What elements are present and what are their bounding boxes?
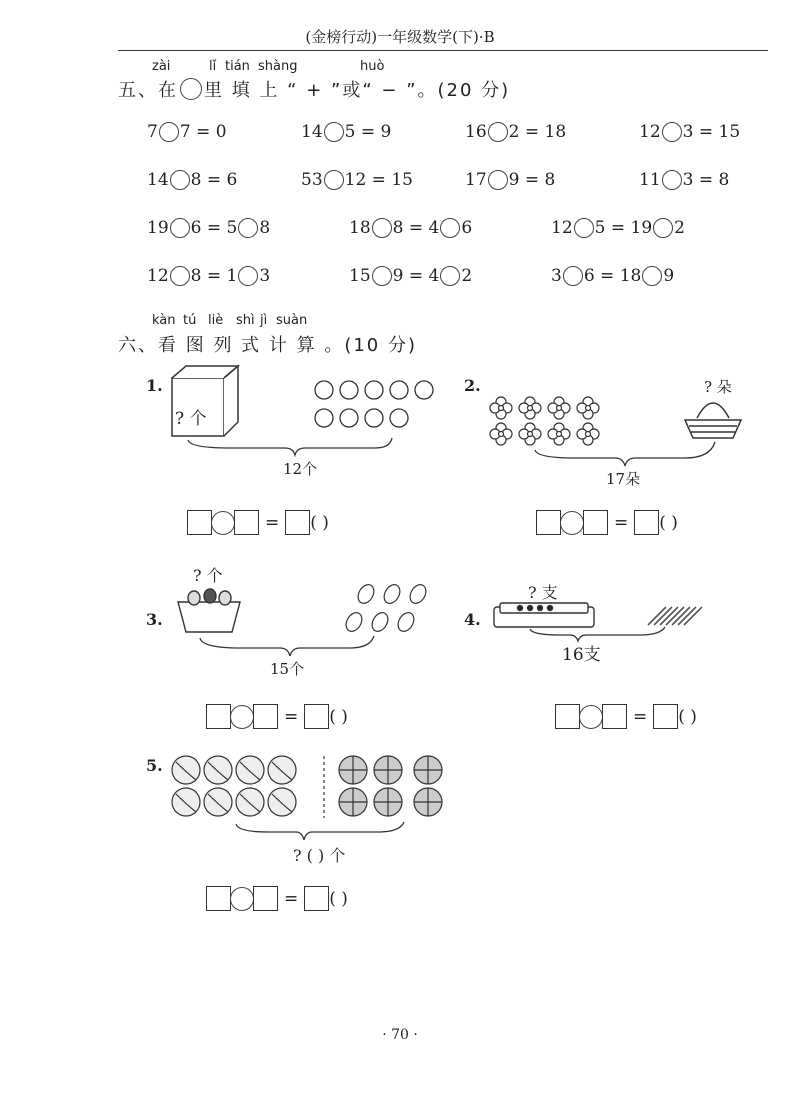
eq-mid: 8 = 4 xyxy=(392,218,440,238)
pinyin-ji: jì xyxy=(260,313,268,328)
equation xyxy=(348,218,473,238)
blank-circle[interactable] xyxy=(662,170,682,190)
blank-circle[interactable] xyxy=(653,218,673,238)
blank-circle[interactable] xyxy=(574,218,594,238)
blank-circle[interactable] xyxy=(440,266,460,286)
equals-sign: = xyxy=(284,888,299,909)
pinyin-lie: liè xyxy=(208,313,224,328)
unit-paren: ( ) xyxy=(329,888,348,909)
equation xyxy=(464,122,567,142)
unknown-label: ? 朵 xyxy=(704,378,732,396)
eq-right: 8 xyxy=(259,218,271,238)
answer-box[interactable] xyxy=(253,886,278,911)
blank-circle[interactable] xyxy=(372,266,392,286)
pinyin-li: lǐ xyxy=(209,59,217,74)
pinyin-zai: zài xyxy=(152,59,171,74)
equation xyxy=(550,218,686,238)
answer-box[interactable] xyxy=(253,704,278,729)
eq-left: 14 xyxy=(147,170,169,190)
blank-circle[interactable] xyxy=(642,266,662,286)
eq-right: 3 = 8 xyxy=(682,170,730,190)
basketballs-icon xyxy=(339,756,442,816)
eq-left: 16 xyxy=(465,122,487,142)
box-label: ? 个 xyxy=(175,409,207,429)
eq-left: 19 xyxy=(147,218,169,238)
answer-row xyxy=(206,886,348,911)
answer-box[interactable] xyxy=(285,510,310,535)
pencil-box-icon xyxy=(494,603,594,627)
blank-circle[interactable] xyxy=(324,122,344,142)
problem-number: 4. xyxy=(464,610,481,629)
eq-left: 53 xyxy=(301,170,323,190)
blank-circle[interactable] xyxy=(170,266,190,286)
blank-circle[interactable] xyxy=(238,218,258,238)
problem-number: 2. xyxy=(464,376,481,395)
total-label: 17朵 xyxy=(606,470,641,488)
equation xyxy=(348,266,473,286)
blank-circle[interactable] xyxy=(324,170,344,190)
pinyin-tu: tú xyxy=(183,313,197,328)
answer-box[interactable] xyxy=(304,886,329,911)
section5-title-pre: 五、在 xyxy=(118,80,178,101)
eq-mid: 8 = 1 xyxy=(190,266,238,286)
blank-circle[interactable] xyxy=(170,170,190,190)
operator-circle[interactable] xyxy=(230,887,254,911)
eq-right: 2 xyxy=(461,266,473,286)
eq-right: 5 = 9 xyxy=(344,122,392,142)
equals-sign: = xyxy=(633,706,648,727)
total-label: 15个 xyxy=(270,660,305,678)
eq-left: 12 xyxy=(551,218,573,238)
eq-mid: 6 = 5 xyxy=(190,218,238,238)
operator-circle[interactable] xyxy=(560,511,584,535)
unknown-label: ? 个 xyxy=(193,566,223,585)
blank-circle[interactable] xyxy=(488,170,508,190)
brace xyxy=(535,442,715,466)
eq-right: 9 xyxy=(663,266,675,286)
basket-icon xyxy=(685,403,741,438)
equation xyxy=(300,170,414,190)
eq-mid: 9 = 4 xyxy=(392,266,440,286)
equation xyxy=(146,266,271,286)
blank-circle[interactable] xyxy=(488,122,508,142)
radishes-icon xyxy=(343,582,429,634)
equals-sign: = xyxy=(265,512,280,533)
brace xyxy=(530,627,665,641)
blank-circle[interactable] xyxy=(238,266,258,286)
flowers-icon xyxy=(490,397,599,445)
equation xyxy=(300,122,392,142)
operator-circle[interactable] xyxy=(211,511,235,535)
answer-box[interactable] xyxy=(602,704,627,729)
answer-box[interactable] xyxy=(555,704,580,729)
blank-circle[interactable] xyxy=(440,218,460,238)
pinyin-shang: shàng xyxy=(258,59,298,74)
example-circle-icon xyxy=(180,78,202,100)
basket-of-radishes-icon xyxy=(178,589,240,632)
answer-box[interactable] xyxy=(206,704,231,729)
equation xyxy=(146,122,228,142)
answer-box[interactable] xyxy=(634,510,659,535)
problem-number: 3. xyxy=(146,610,163,629)
equation xyxy=(464,170,556,190)
unit-paren: ( ) xyxy=(659,512,678,533)
eq-right: 7 = 0 xyxy=(179,122,227,142)
pencils-icon xyxy=(648,607,702,625)
problem-number: 1. xyxy=(146,376,163,395)
eq-left: 17 xyxy=(465,170,487,190)
page-number: · 70 · xyxy=(382,1027,418,1043)
eq-right: 2 xyxy=(674,218,685,238)
brace xyxy=(236,822,404,840)
blank-circle[interactable] xyxy=(372,218,392,238)
total-label: 12个 xyxy=(283,460,318,478)
eq-left: 11 xyxy=(639,170,661,190)
eq-left: 14 xyxy=(301,122,323,142)
brace xyxy=(188,438,392,455)
pinyin-tian: tián xyxy=(225,59,250,74)
pinyin-huo: huò xyxy=(360,59,385,74)
eq-left: 12 xyxy=(147,266,169,286)
section5-title-post: 里 填 上 “ + ”或“ − ”。(20 分) xyxy=(204,80,511,101)
eq-right: 3 = 15 xyxy=(682,122,741,142)
equals-sign: = xyxy=(614,512,629,533)
equation xyxy=(146,170,238,190)
total-label: 16支 xyxy=(562,645,601,665)
operator-circle[interactable] xyxy=(579,705,603,729)
answer-box[interactable] xyxy=(583,510,608,535)
unknown-label: ? 支 xyxy=(528,583,558,602)
equation xyxy=(146,218,271,238)
operator-circle[interactable] xyxy=(230,705,254,729)
eq-right: 3 xyxy=(259,266,271,286)
eq-left: 7 xyxy=(147,122,158,142)
section5-title xyxy=(118,76,510,102)
brace xyxy=(200,636,374,656)
equals-sign: = xyxy=(284,706,299,727)
pinyin-shi: shì xyxy=(236,313,255,328)
page-header: (金榜行动)一年级数学(下)·B xyxy=(305,28,495,46)
blank-circle[interactable] xyxy=(563,266,583,286)
unit-paren: ( ) xyxy=(310,512,329,533)
header-divider xyxy=(118,50,768,51)
eq-left: 15 xyxy=(349,266,371,286)
unit-paren: ( ) xyxy=(678,706,697,727)
eq-right: 2 = 18 xyxy=(508,122,567,142)
pinyin-kan: kàn xyxy=(152,313,176,328)
eq-right: 6 xyxy=(461,218,473,238)
equation xyxy=(638,122,741,142)
problem3-figure xyxy=(170,580,450,670)
volleyballs-icon xyxy=(172,756,296,816)
problem5-figure xyxy=(168,752,458,847)
problem-number: 5. xyxy=(146,756,163,775)
eq-left: 18 xyxy=(349,218,371,238)
answer-box[interactable] xyxy=(187,510,212,535)
blank-circle[interactable] xyxy=(170,218,190,238)
eq-left: 12 xyxy=(639,122,661,142)
answer-row xyxy=(187,510,329,535)
equation xyxy=(638,170,730,190)
equation xyxy=(550,266,675,286)
answer-row xyxy=(555,704,697,729)
eq-mid: 6 = 18 xyxy=(583,266,642,286)
answer-box[interactable] xyxy=(206,886,231,911)
problem4-figure xyxy=(490,595,730,655)
blank-circle[interactable] xyxy=(662,122,682,142)
answer-box[interactable] xyxy=(653,704,678,729)
total-label: ? ( ) 个 xyxy=(293,846,346,865)
eq-right: 12 = 15 xyxy=(344,170,413,190)
answer-box[interactable] xyxy=(304,704,329,729)
eq-right: 8 = 6 xyxy=(190,170,238,190)
blank-circle[interactable] xyxy=(159,122,179,142)
eq-right: 9 = 8 xyxy=(508,170,556,190)
pinyin-suan: suàn xyxy=(276,313,308,328)
eq-left: 3 xyxy=(551,266,562,286)
answer-box[interactable] xyxy=(536,510,561,535)
answer-row xyxy=(206,704,348,729)
answer-box[interactable] xyxy=(234,510,259,535)
apples-icon xyxy=(315,381,433,427)
unit-paren: ( ) xyxy=(329,706,348,727)
answer-row xyxy=(536,510,678,535)
eq-mid: 5 = 19 xyxy=(594,218,653,238)
section6-title: 六、看 图 列 式 计 算 。(10 分) xyxy=(118,335,417,356)
